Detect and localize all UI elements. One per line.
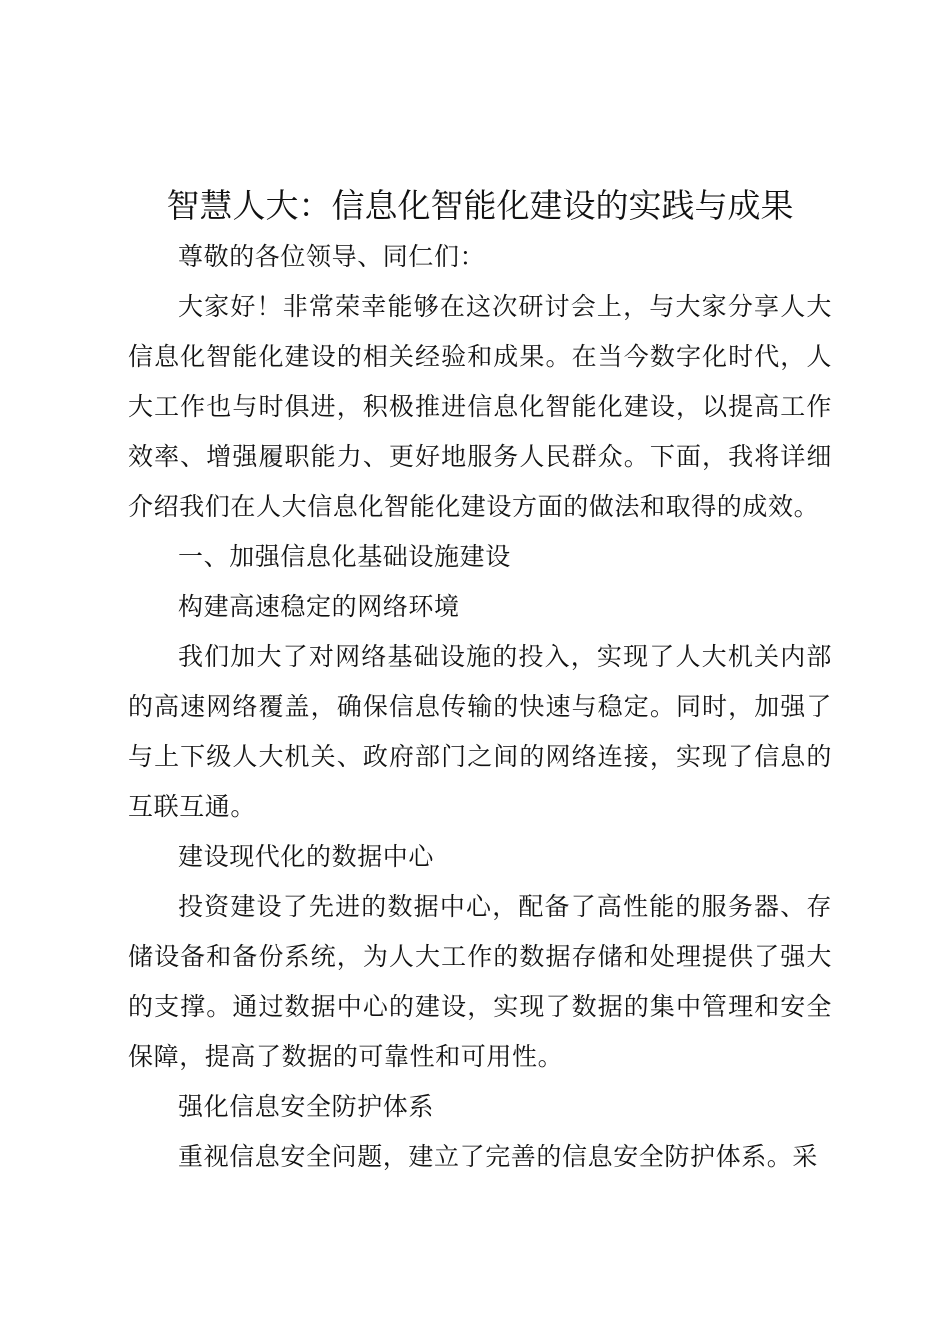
subheading-data-center: 建设现代化的数据中心 [178, 842, 435, 871]
section-heading: 一、加强信息化基础设施建设 [178, 542, 511, 571]
paragraph-security: 重视信息安全问题，建立了完善的信息安全防护体系。采 [178, 1142, 819, 1171]
document-body [128, 180, 832, 1182]
subheading-network: 构建高速稳定的网络环境 [178, 592, 460, 621]
salutation: 尊敬的各位领导、同仁们： [178, 242, 486, 271]
paragraph-network: 我们加大了对网络基础设施的投入，实现了人大机关内部的高速网络覆盖，确保信息传输的快速与稳定。同时，加强了与上下级人大机关、政府部门之间的网络连接，实现了信息的互联互通。 [128, 642, 832, 821]
document-title: 智慧人大：信息化智能化建设的实践与成果 [166, 186, 794, 225]
paragraph-data-center: 投资建设了先进的数据中心，配备了高性能的服务器、存储设备和备份系统，为人大工作的数据存储和处理提供了强大的支撑。通过数据中心的建设，实现了数据的集中管理和安全保障，提高了数据的可靠性和可用性。 [128, 892, 832, 1071]
intro-paragraph: 大家好！非常荣幸能够在这次研讨会上，与大家分享人大信息化智能化建设的相关经验和成果。在当今数字化时代，人大工作也与时俱进，积极推进信息化智能化建设，以提高工作效率、增强履职能力、更好地服务人民群众。下面，我将详细介绍我们在人大信息化智能化建设方面的做法和取得的成效。 [128, 292, 832, 521]
subheading-security: 强化信息安全防护体系 [178, 1092, 435, 1121]
